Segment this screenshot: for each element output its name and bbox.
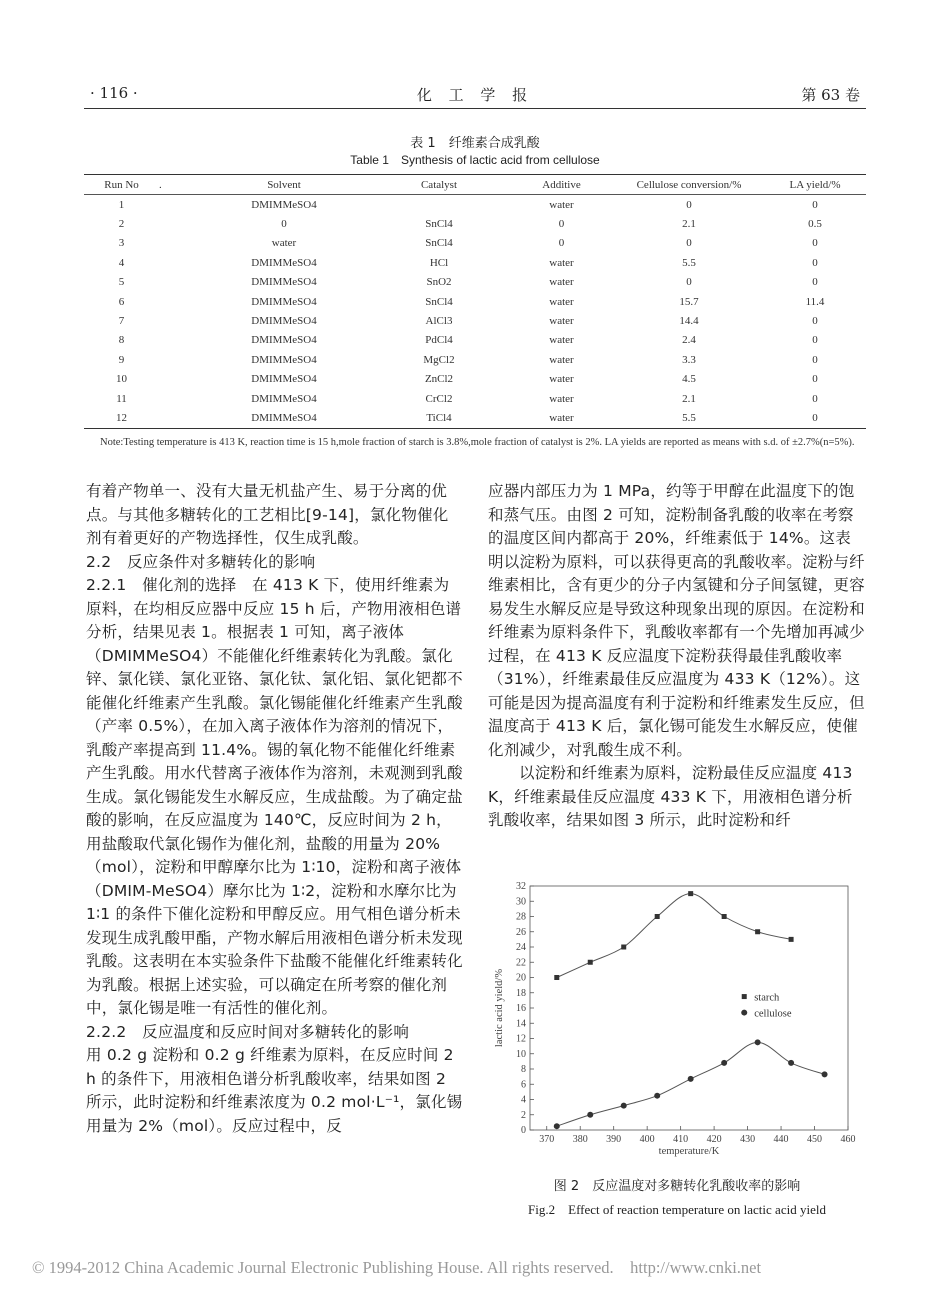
- x-tick-label: 400: [639, 1134, 655, 1145]
- section-2-2-1: 2.2.1 催化剂的选择 在 413 K 下，使用纤维素为原料，在均相反应器中反应 15 h 后，产物用液相色谱分析，结果见表 1。根据表 1 可知，离子液体（DMIMMeSO4）不能催化纤维素转化为乳酸。氯化锌、氯化镁、氯化亚铬、氯化钛、氯化铝、氯化钯都不能催化纤维素产生乳酸。氯化锡能催化纤维素产生乳酸（产率 0.5%），在加入离子液体作为溶剂的情况下，乳酸产率提高到 11.4%。锡的氧化物不能催化纤维素产生乳酸。用水代替离子液体作为溶剂，未观测到乳酸生成。氯化锡能发生水解反应，生成盐酸。为了确定盐酸的影响，在反应温度为 140℃，反应时间为 2 h，用盐酸取代氯化锡作为催化剂，盐酸的用量为 20%（mol），淀粉和甲醇摩尔比为 1∶10，淀粉和离子液体（DMIM-MeSO4）摩尔比为 1∶2，淀粉和水摩尔比为 1∶1 的条件下催化淀粉和甲醇反应。用气相色谱分析未发现生成乳酸甲酯，产物水解后用液相色谱分析未发现乳酸。这表明在本实验条件下盐酸不能催化纤维素转化为乳酸。根据上述实验，可以确定在所考察的催化剂中，氯化锡是唯一有活性的催化剂。: [86, 576, 463, 1017]
- legend-label-starch: starch: [754, 992, 780, 1004]
- cell-additive: water: [549, 392, 574, 405]
- cell-conversion: 14.4: [679, 315, 699, 328]
- col-catalyst: Catalyst: [420, 178, 458, 191]
- x-tick-label: 460: [840, 1134, 856, 1145]
- starch-point: [688, 891, 693, 896]
- cellulose-point: [822, 1071, 828, 1077]
- cellulose-point: [788, 1060, 794, 1066]
- x-tick-label: 390: [606, 1134, 622, 1145]
- cell-solvent: DMIMMeSO4: [251, 256, 317, 269]
- cell-solvent: DMIMMeSO4: [251, 353, 317, 366]
- x-tick-label: 370: [539, 1134, 555, 1145]
- y-tick-label: 16: [516, 1003, 526, 1014]
- table-row: [84, 273, 866, 292]
- cell-additive: water: [549, 276, 574, 289]
- y-tick-label: 18: [516, 987, 526, 999]
- cell-dot: [159, 311, 199, 330]
- paragraph-2: 用 0.2 g 淀粉和 0.2 g 纤维素为原料，在反应时间 2 h 的条件下，用液相色谱分析乳酸收率，结果如图 2 所示，此时淀粉和纤维素浓度为 0.2 mol·L⁻¹，氯化锡用量为 2%（mol）。反应过程中，反: [86, 1046, 463, 1135]
- table-body: [84, 195, 866, 428]
- y-tick-label: 2: [521, 1109, 526, 1121]
- cell-dot: [159, 350, 199, 369]
- cell-run: 9: [118, 353, 125, 366]
- y-tick-label: 22: [516, 957, 526, 969]
- cell-yield: 0.5: [808, 218, 822, 231]
- cell-yield: 0: [812, 276, 818, 289]
- cell-solvent: DMIMMeSO4: [251, 411, 317, 424]
- y-tick-label: 4: [521, 1094, 526, 1106]
- cell-additive: water: [549, 295, 574, 308]
- cell-yield: 0: [812, 373, 818, 386]
- starch-point: [722, 914, 727, 919]
- starch-point: [621, 945, 626, 950]
- y-axis-label: lactic acid yield/%: [494, 968, 505, 1048]
- cellulose-point: [554, 1123, 560, 1129]
- cell-run: 6: [118, 295, 125, 308]
- starch-point: [588, 960, 593, 965]
- cell-dot: [159, 292, 199, 311]
- x-tick-label: 380: [572, 1134, 588, 1145]
- cell-conversion: 2.1: [682, 218, 696, 231]
- x-tick-label: 440: [773, 1134, 789, 1145]
- table-bottom-rule: [84, 428, 866, 429]
- x-tick-label: 410: [673, 1134, 689, 1145]
- section-2-2-heading: 2.2 反应条件对多糖转化的影响: [86, 552, 316, 571]
- cell-dot: [159, 408, 199, 427]
- y-tick-label: 14: [516, 1018, 526, 1030]
- cell-yield: 0: [812, 353, 818, 366]
- legend-marker-cellulose: [741, 1010, 747, 1016]
- y-tick-label: 32: [516, 881, 526, 892]
- chart-axes: [494, 881, 856, 1157]
- cell-solvent: DMIMMeSO4: [251, 315, 317, 328]
- cell-run: 12: [116, 411, 127, 424]
- cell-yield: 0: [812, 411, 818, 424]
- cell-conversion: 3.3: [682, 353, 696, 366]
- right-paragraph-2: 以淀粉和纤维素为原料，淀粉最佳反应温度 413 K，纤维素最佳反应温度 433 K 下，用液相色谱分析乳酸收率，结果如图 3 所示，此时淀粉和纤: [488, 764, 853, 829]
- table-row: [84, 389, 866, 408]
- table-row: [84, 370, 866, 389]
- cell-yield: 0: [812, 256, 818, 269]
- y-tick-label: 0: [521, 1125, 526, 1136]
- cell-conversion: 5.5: [682, 256, 696, 269]
- cellulose-point: [587, 1112, 593, 1118]
- y-tick-label: 26: [516, 926, 526, 938]
- cellulose-point: [755, 1039, 761, 1045]
- table-row: [84, 311, 866, 330]
- col-run: Run No: [104, 178, 139, 191]
- cell-catalyst: SnCl4: [425, 218, 453, 231]
- table-row: [84, 292, 866, 311]
- table-row: [84, 253, 866, 272]
- cell-conversion: 0: [686, 198, 692, 211]
- y-tick-label: 10: [516, 1048, 526, 1060]
- cell-catalyst: SnCl4: [425, 237, 453, 250]
- cell-yield: 0: [812, 334, 818, 347]
- figure-2-chart: [488, 880, 866, 1157]
- starch-point: [789, 937, 794, 942]
- cell-yield: 0: [812, 237, 818, 250]
- cell-catalyst: CrCl2: [425, 392, 453, 405]
- right-paragraph-1: 应器内部压力为 1 MPa，约等于甲醇在此温度下的饱和蒸气压。由图 2 可知，淀粉制备乳酸的收率在考察的温度区间内都高于 20%，纤维素低于 14%。这表明以淀粉为原料，可以获得更高的乳酸收率。淀粉与纤维素相比，含有更少的分子内氢键和分子间氢键，更容易发生水解反应是导致这种现象出现的原因。在淀粉和纤维素为原料条件下，乳酸收率都有一个先增加再减少过程，在 413 K 反应温度下淀粉获得最佳乳酸收率（31%），纤维素最佳反应温度为 433 K（12%）。这可能是因为提高温度有利于淀粉和纤维素发生反应，但温度高于 413 K 后，氯化锡可能发生水解反应，使催化剂减少，对乳酸生成不利。: [488, 482, 865, 759]
- cell-yield: 0: [812, 315, 818, 328]
- table-row: [84, 350, 866, 369]
- starch-point: [755, 929, 760, 934]
- series-line-starch: [557, 894, 791, 978]
- table-header-row: [84, 175, 866, 195]
- starch-point: [655, 914, 660, 919]
- cell-solvent: DMIMMeSO4: [251, 295, 317, 308]
- y-tick-label: 8: [521, 1064, 526, 1075]
- x-tick-label: 450: [807, 1134, 823, 1145]
- cell-run: 1: [118, 198, 125, 211]
- cell-catalyst: PdCl4: [425, 334, 453, 347]
- cell-dot: [159, 273, 199, 292]
- right-column: [488, 480, 866, 833]
- y-tick-label: 6: [521, 1079, 526, 1091]
- cell-additive: 0: [558, 218, 565, 231]
- cell-catalyst: HCl: [429, 256, 449, 269]
- cell-catalyst: SnCl4: [425, 295, 453, 308]
- x-tick-label: 430: [740, 1134, 756, 1145]
- table-note: Note:Testing temperature is 413 K, reaction time is 15 h,mole fraction of starch is 3.8%,mole fraction of catalyst is 2%. LA yields are reported as means with s.d. of ±2.7%(n=5%).: [100, 437, 855, 448]
- series-line-cellulose: [557, 1042, 825, 1126]
- cell-additive: 0: [558, 237, 565, 250]
- cell-yield: 0: [812, 392, 818, 405]
- figure-caption-en: Fig.2 Effect of reaction temperature on lactic acid yield: [528, 1202, 826, 1217]
- chart-legend: [741, 993, 792, 1020]
- page-number: · 116 ·: [90, 84, 138, 102]
- cell-additive: water: [549, 256, 574, 269]
- cell-conversion: 2.4: [682, 334, 696, 347]
- cell-additive: water: [549, 353, 574, 366]
- table-row: [84, 331, 866, 350]
- cell-additive: water: [549, 334, 574, 347]
- cell-dot: [159, 389, 199, 408]
- cell-run: 11: [116, 392, 127, 405]
- y-tick-label: 30: [516, 896, 526, 908]
- cell-catalyst: TiCl4: [426, 411, 452, 424]
- cell-conversion: 4.5: [682, 373, 696, 386]
- col-solvent: Solvent: [267, 178, 301, 191]
- table-caption-en: Table 1 Synthesis of lactic acid from cellulose: [350, 153, 600, 167]
- cell-solvent: DMIMMeSO4: [251, 392, 317, 405]
- cell-catalyst: SnO2: [426, 276, 452, 289]
- y-tick-label: 24: [516, 942, 526, 953]
- cell-catalyst: ZnCl2: [424, 373, 454, 386]
- x-tick-label: 420: [706, 1134, 722, 1145]
- left-column: [86, 480, 464, 1138]
- cell-dot: [159, 195, 199, 215]
- cell-solvent: water: [271, 237, 297, 250]
- col-dot: .: [159, 178, 162, 191]
- cell-additive: water: [549, 198, 574, 211]
- cell-dot: [159, 370, 199, 389]
- cell-additive: water: [549, 411, 574, 424]
- results-table: [84, 175, 866, 428]
- table-row: [84, 408, 866, 427]
- cell-catalyst: [369, 195, 509, 215]
- cell-dot: [159, 234, 199, 253]
- cell-run: 5: [118, 276, 125, 289]
- cell-solvent: DMIMMeSO4: [251, 198, 317, 211]
- cell-conversion: 5.5: [682, 411, 696, 424]
- cell-run: 4: [118, 256, 125, 269]
- cellulose-point: [654, 1093, 660, 1099]
- y-tick-label: 28: [516, 911, 526, 923]
- section-2-2-2-heading: 2.2.2 反应温度和反应时间对多糖转化的影响: [86, 1022, 410, 1041]
- cell-run: 8: [118, 334, 125, 347]
- copyright-footer: © 1994-2012 China Academic Journal Electronic Publishing House. All rights reserved. http://www.cnki.net: [32, 1258, 762, 1277]
- volume-label: 第 63 卷: [801, 86, 860, 104]
- journal-title: 化 工 学 报: [416, 86, 534, 104]
- y-tick-label: 20: [516, 972, 526, 984]
- x-axis-label: temperature/K: [658, 1146, 720, 1157]
- col-additive: Additive: [542, 178, 581, 191]
- col-yield: LA yield/%: [789, 178, 841, 191]
- header-rule: [84, 108, 866, 109]
- cellulose-point: [621, 1103, 627, 1109]
- col-conversion: Cellulose conversion/%: [636, 178, 742, 191]
- legend-label-cellulose: cellulose: [754, 1008, 792, 1020]
- cell-additive: water: [549, 373, 574, 386]
- cell-dot: [159, 331, 199, 350]
- table-row: [84, 214, 866, 233]
- cell-solvent: DMIMMeSO4: [251, 373, 317, 386]
- cell-run: 10: [116, 373, 127, 386]
- cellulose-point: [721, 1060, 727, 1066]
- cell-conversion: 0: [686, 237, 692, 250]
- cell-run: 2: [118, 218, 125, 231]
- cell-yield: 0: [812, 198, 818, 211]
- cell-additive: water: [549, 315, 574, 328]
- figure-caption-cn: 图 2 反应温度对多糖转化乳酸收率的影响: [553, 1179, 801, 1194]
- cell-solvent: DMIMMeSO4: [251, 334, 317, 347]
- cell-conversion: 2.1: [682, 392, 696, 405]
- table-row: [84, 234, 866, 253]
- legend-marker-starch: [742, 994, 747, 999]
- cell-solvent: 0: [281, 218, 287, 231]
- cell-conversion: 0: [686, 276, 692, 289]
- cell-conversion: 15.7: [679, 295, 699, 308]
- cell-solvent: DMIMMeSO4: [251, 276, 317, 289]
- cellulose-point: [688, 1076, 694, 1082]
- paragraph-1: 有着产物单一、没有大量无机盐产生、易于分离的优点。与其他多糖转化的工艺相比[9-14]，氯化物催化剂有着更好的产物选择性，仅生成乳酸。: [86, 482, 449, 547]
- table-caption-cn: 表 1 纤维素合成乳酸: [410, 136, 540, 151]
- cell-dot: [159, 214, 199, 233]
- plot-frame: [530, 886, 848, 1130]
- cell-catalyst: AlCl3: [425, 315, 453, 328]
- cell-run: 7: [118, 315, 125, 328]
- cell-yield: 11.4: [805, 295, 825, 308]
- cell-catalyst: MgCl2: [423, 353, 455, 366]
- cell-run: 3: [118, 237, 125, 250]
- y-tick-label: 12: [516, 1033, 526, 1045]
- starch-point: [554, 975, 559, 980]
- table-row: [84, 195, 866, 215]
- cell-dot: [159, 253, 199, 272]
